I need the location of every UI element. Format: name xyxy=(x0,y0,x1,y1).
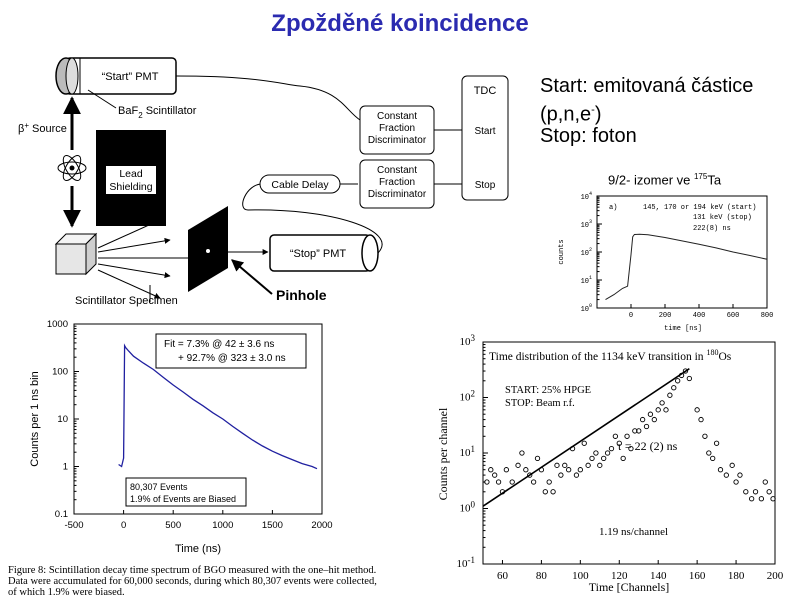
fit-line-2: + 92.7% @ 323 ± 3.0 ns xyxy=(178,353,286,364)
os-stop-text: STOP: Beam r.f. xyxy=(505,398,575,409)
os-tau-text: τ = 22 (2) ns xyxy=(617,439,678,453)
x-tick-label: 80 xyxy=(535,570,547,582)
specimen-label: Scintillator Specimen xyxy=(75,295,178,307)
x-tick-label: 180 xyxy=(727,570,745,582)
os-channel-text: 1.19 ns/channel xyxy=(599,526,669,538)
ta-ylabel: counts xyxy=(558,239,566,265)
cable-delay-label: Cable Delay xyxy=(271,179,329,191)
tdc-stop-label: Stop xyxy=(474,180,496,191)
lead-label-2: Shielding xyxy=(109,181,153,193)
ta-annotation-stop: 131 keV (stop) xyxy=(693,214,752,222)
y-tick-label: $10^0$ xyxy=(580,303,592,314)
stop-pmt xyxy=(270,235,378,271)
tdc-start-label: Start xyxy=(474,126,496,137)
bgo-decay-chart xyxy=(8,316,333,561)
ta-annotation-halflife: 222(8) ns xyxy=(693,225,731,233)
ta-isomer-chart xyxy=(555,188,775,336)
os-xlabel: Time [Channels] xyxy=(588,580,670,594)
ta-xlabel: time [ns] xyxy=(664,325,702,333)
y-tick-label: 0.1 xyxy=(54,509,68,520)
y-tick-label: 1 xyxy=(62,461,68,473)
fit-line-1: Fit = 7.3% @ 42 ± 3.6 ns xyxy=(164,339,275,350)
bgo-ylabel: Counts per 1 ns bin xyxy=(29,371,41,467)
x-tick-label: 120 xyxy=(611,570,628,582)
y-tick-label: $10^1$ xyxy=(580,275,592,286)
x-tick-label: 200 xyxy=(658,312,672,320)
bgo-xlabel: Time (ns) xyxy=(174,543,222,555)
x-tick-label: 400 xyxy=(692,312,706,320)
x-tick-label: 0 xyxy=(628,312,634,320)
ta-annotation-a: a) xyxy=(609,204,618,212)
y-tick-label: 1000 xyxy=(46,319,68,330)
setup-diagram xyxy=(0,40,540,315)
stop-pmt-label: “Stop” PMT xyxy=(289,248,347,260)
start-pmt-label: “Start” PMT xyxy=(101,71,159,83)
specimen-cube xyxy=(56,234,96,274)
y-tick-label: 10 xyxy=(57,414,68,425)
x-tick-label: 100 xyxy=(572,570,589,582)
figure-8-caption: Figure 8: Scintillation decay time spectrum of BGO measured with the one–hit method. Data were accumulated for 60,000 seconds, during which 80,307 events were collected, of which 1.9% were biased. xyxy=(8,565,377,598)
x-tick-label: 600 xyxy=(726,312,740,320)
y-tick-label: $10^1$ xyxy=(459,444,475,459)
y-tick-label: 100 xyxy=(52,366,68,378)
slide-title: Zpožděné koincidence xyxy=(271,10,529,37)
x-tick-label: 500 xyxy=(165,520,182,531)
cfd-start-line3: Discriminator xyxy=(367,135,427,146)
lead-label-1: Lead xyxy=(119,168,143,180)
cfd-stop-line1: Constant xyxy=(376,165,418,176)
beta-source-label: β+ Source xyxy=(18,121,67,135)
y-tick-label: $10^2$ xyxy=(459,388,475,404)
os-title: Time distribution of the 1134 keV transition in $^{180}$Os xyxy=(489,348,732,363)
os-ylabel: Counts per channel xyxy=(436,407,450,501)
cfd-start-line2: Fraction xyxy=(378,123,416,134)
x-tick-label: 200 xyxy=(766,570,784,582)
stop-description: Stop: foton xyxy=(540,125,637,147)
cfd-stop-line2: Fraction xyxy=(378,177,416,188)
pinhole-label: Pinhole xyxy=(276,287,327,303)
start-pmt xyxy=(56,58,176,94)
ta-annotation-energy: 145, 170 or 194 keV (start) xyxy=(643,204,757,212)
events-line-2: 1.9% of Events are Biased xyxy=(130,494,237,504)
events-line-1: 80,307 Events xyxy=(130,482,188,492)
os180-chart xyxy=(415,330,795,598)
x-tick-label: 0 xyxy=(120,520,127,531)
y-tick-label: $10^3$ xyxy=(580,219,592,230)
isomer-title: 9/2- izomer ve $^{175}$Ta xyxy=(608,172,722,188)
cfd-stop-line3: Discriminator xyxy=(367,189,427,200)
particles-description: (p,n,e-) xyxy=(540,103,602,126)
x-tick-label: 1000 xyxy=(212,520,234,531)
y-tick-label: $10^4$ xyxy=(580,191,592,202)
cfd-start-line1: Constant xyxy=(376,111,418,122)
os-start-text: START: 25% HPGE xyxy=(505,385,592,396)
start-description: Start: emitovaná částice xyxy=(540,75,754,97)
x-tick-label: 160 xyxy=(688,570,706,582)
tdc-label: TDC xyxy=(473,85,497,97)
y-tick-label: $10^{-1}$ xyxy=(456,555,475,570)
x-tick-label: 800 xyxy=(760,312,774,320)
x-tick-label: 2000 xyxy=(311,520,333,531)
x-tick-label: -500 xyxy=(64,520,84,531)
x-tick-label: 60 xyxy=(496,570,508,582)
x-tick-label: 1500 xyxy=(261,520,283,531)
y-tick-label: $10^3$ xyxy=(459,333,475,348)
x-tick-label: 140 xyxy=(649,570,667,582)
y-tick-label: $10^0$ xyxy=(459,499,475,515)
y-tick-label: $10^2$ xyxy=(580,247,592,258)
ta-plot-frame xyxy=(597,196,767,308)
atom-icon xyxy=(58,153,86,183)
baf2-label: BaF$_2$ Scintillator xyxy=(118,105,197,120)
